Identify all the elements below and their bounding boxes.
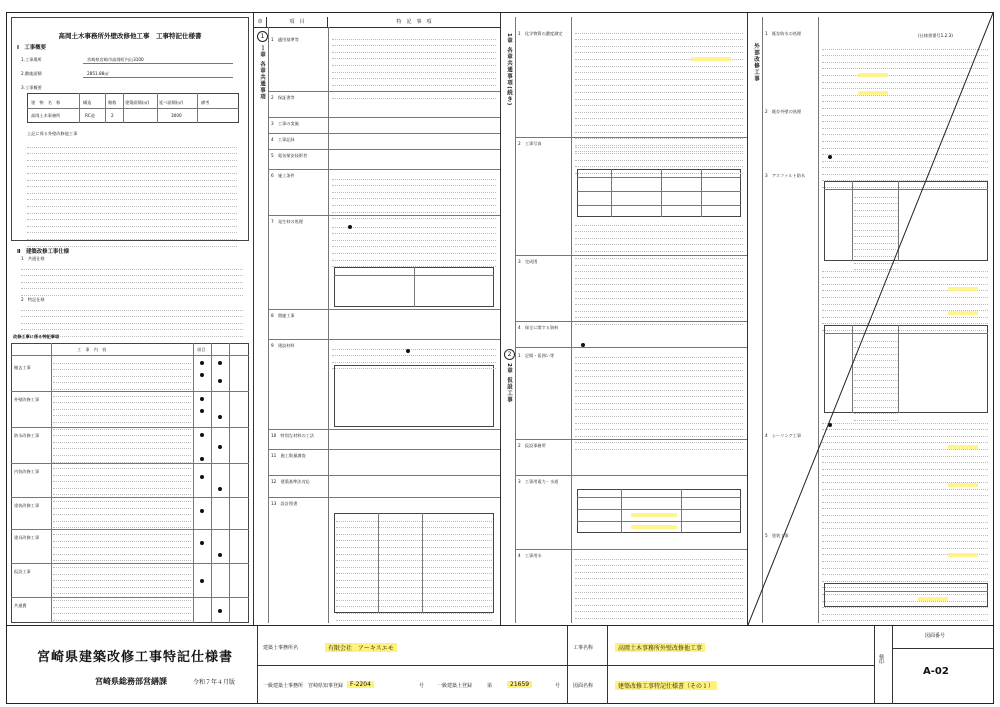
department-name: 宮崎県総務部営繕課 [95,677,167,686]
column-exterior [748,13,993,625]
c2-item-5: 6 施工条件 [271,173,295,178]
header-item: 項 目 [267,17,328,27]
spec-sheet [6,12,994,704]
c2-item-10: 11 施工数量調査 [271,453,306,458]
column-overview [7,13,254,625]
chapter2-label: 2章 仮設工事 [506,363,512,404]
c4-item-2: 3 アスファルト防水 [765,173,806,178]
c2-item-9: 10 特別な材料の工法 [271,433,315,438]
c4-item-1: 2 既存外壁の処理 [765,109,802,114]
header-chapter: 章 [254,17,267,27]
th-floors: 階数 [108,100,117,105]
project-label: 工事名称 [573,645,594,651]
table-item-7: 共通費 [14,603,27,608]
version-date: 令和７年４月版 [193,679,236,686]
site-label: 1.工事場所 [21,57,42,62]
td-floors: 2 [111,113,114,118]
c2-item-3: 4 工事記録 [271,137,295,142]
spec-ref: (仕様書番号1.2.3) [918,33,953,38]
c3-item-6: 3 工事用電力・水道 [518,479,559,484]
column-general [254,13,501,625]
th-name: 建 物 名 称 [31,100,61,105]
chapter-label: １章 各章共通事項 [259,45,265,100]
table-item-1: 外壁改修工事 [14,397,40,402]
c2-item-8: 9 建設材料 [271,343,295,348]
exterior-label: 外部改修工事 [753,43,759,82]
title-block [7,625,993,704]
c2-item-0: 1 適用基準等 [271,37,299,42]
architect-label: 一級建築士登録 [437,683,473,689]
td-name: 高岡土木事務所 [31,113,61,118]
table-item-5: 建具改修工事 [14,535,40,540]
th-structure: 構造 [83,100,92,105]
drawing-value: 建築改修工事特記仕様書（その１） [615,681,717,690]
table-item-3: 内装改修工事 [14,469,40,474]
cancel-diagonal [748,13,993,625]
c2-item-11: 12 建築基準法対応 [271,479,310,484]
c3-item-5: 2 仮設事務所 [518,443,546,448]
table-title: 改修工事に係る特記事項 [13,334,60,339]
c2-item-6: 7 発生材の処理 [271,219,303,224]
th-notes: 備考 [201,100,210,105]
architect-prefix: 第 [487,683,493,689]
section1-title: Ⅰ 工事概要 [17,45,46,51]
registration-suffix: 号 [419,683,425,689]
c3-item-3: 4 保全に関する資料 [518,325,559,330]
architect-suffix: 号 [555,683,561,689]
check-label: 検印 [878,654,884,664]
drawing-label: 図面名称 [573,683,594,689]
chapter-number: 1 [257,31,268,42]
c4-item-4: 5 塗装工事 [765,533,789,538]
materials-table [334,365,494,427]
c4-item-0: 1 既存防水の処理 [765,31,802,36]
th-building-area: 建築面積(㎡) [125,100,150,105]
column2-header [254,17,500,28]
registration-value: F-2204 [347,681,374,688]
column-temporary [501,13,748,625]
special-spec-label: 2 特記仕様 [21,297,45,302]
area-value: 2851.88㎡ [87,71,109,76]
chapter2-number: 2 [504,349,515,360]
c3-item-0: 1 化学物質の濃度測定 [518,31,563,36]
c3-item-2: 3 完成図 [518,259,538,264]
table-item-2: 防水改修工事 [14,433,40,438]
site-value: 宮崎県宮崎市高岡町内山3100 [87,57,144,62]
c2-item-4: 5 電気保安技術者 [271,153,308,158]
c2-item-1: 2 保証書等 [271,95,295,100]
scope-label: 3.工事概要 [21,85,42,90]
office-value: 有限会社 アーキスエモ [325,643,397,652]
table-item-0: 撤去工事 [14,365,31,370]
registration-label: 一級建築士事務所 宮崎県知事登録 [263,683,344,689]
overview-note: 上記に係る外壁改修他工事 [27,131,78,136]
c3-item-1: 2 工事写真 [518,141,542,146]
th-total-area: 延べ面積(㎡) [159,100,184,105]
td-structure: RC造 [85,113,95,118]
c2-item-7: 8 関連工事 [271,313,295,318]
area-label: 2.敷地面積 [21,71,42,76]
sheet-no-label: 図面番号 [925,633,946,639]
header-notes: 特 記 事 項 [396,19,432,25]
office-label: 建築士事務所名 [263,645,299,651]
table-item-6: 仮設工事 [14,569,31,574]
table-header-content: 工 事 内 容 [77,347,107,352]
table-header-item: 項目 [197,347,206,352]
c3-item-4: 1 足場・仮囲い等 [518,353,555,358]
sheet-title: 高岡土木事務所外壁改修他工事 工事特記仕様書 [58,32,202,40]
section2-title: Ⅱ 建築改修工事仕様 [17,249,70,255]
td-total-area: 3000 [171,113,182,118]
c2-item-12: 13 設計図書 [271,501,298,506]
c3-item-7: 4 工事用水 [518,553,542,558]
project-value: 高岡土木事務所外壁改修他工事 [615,643,705,652]
table-item-4: 塗装改修工事 [14,503,40,508]
project-main-title: 宮崎県建築改修工事特記仕様書 [37,650,234,665]
c4-item-3: 4 シーリング工事 [765,433,802,438]
architect-value: 21659 [507,681,532,688]
sheet-number: A-02 [923,666,949,677]
c2-item-2: 3 工事の実施 [271,121,299,126]
common-spec-label: 1 共通仕様 [21,256,45,261]
chapter-label-cont: 1章 各章共通事項(続き) [506,33,512,107]
